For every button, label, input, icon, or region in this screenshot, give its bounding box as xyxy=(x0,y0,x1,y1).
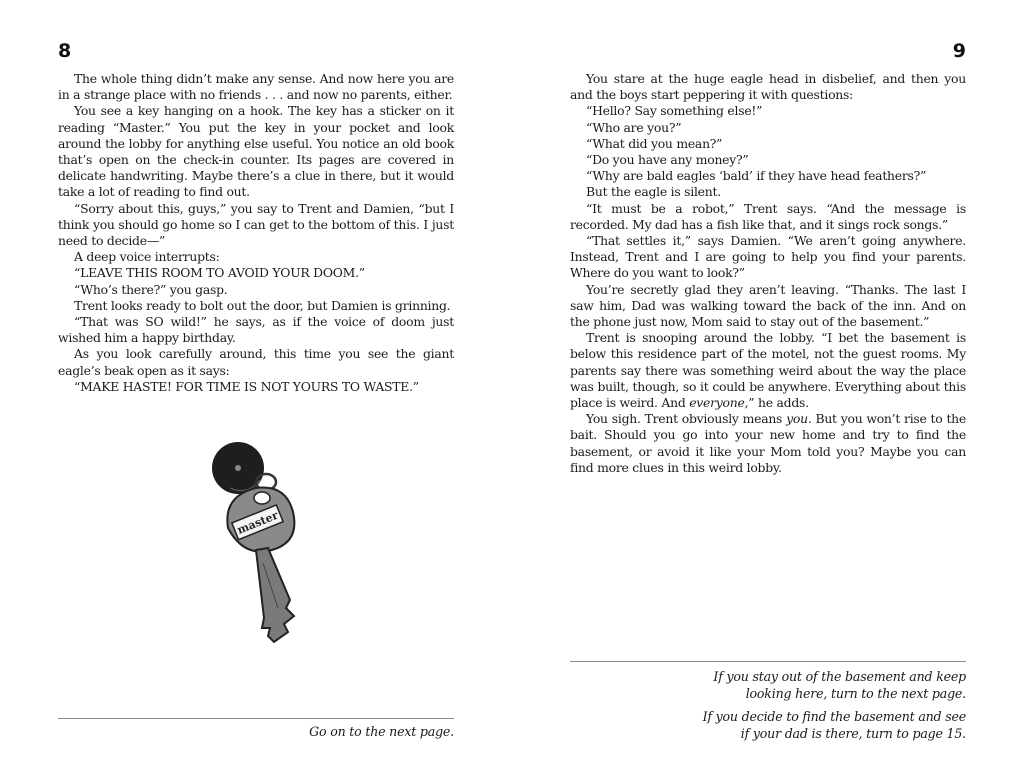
paragraph: “Who are you?” xyxy=(586,119,682,135)
right-page xyxy=(570,0,966,768)
master-key-icon xyxy=(208,438,318,648)
key-sticker-label: master xyxy=(235,508,280,537)
key-body-icon xyxy=(227,474,294,642)
paragraph-text: Trent is snooping around the lobby. “I bet the basement is below this residence part of the motel, not the guest rooms. My parents say there was something weird about the way the place was built, though, so it could be anywhere. Everything about this place is weird. And xyxy=(570,330,966,411)
choice-line: If you decide to find the basement and see xyxy=(702,709,966,724)
choice-line: looking here, turn to the next page. xyxy=(745,685,966,701)
go-to-next-page-note: Go on to the next page. xyxy=(309,724,454,739)
page-number: 9 xyxy=(952,40,966,62)
paragraph: Trent looks ready to bolt out the door, but Damien is grinning. xyxy=(74,297,451,313)
paragraph: A deep voice interrupts: xyxy=(74,249,220,265)
paragraph: You see a key hanging on a hook. The key has a sticker on it reading “Master.” You put the key in your pocket and look around the lobby for anything else useful. You notice an old book that’s open on the check-in counter. Its pages are covered in delicate handwriting. Maybe there’s a clue in there, but it would take a lot of reading to find out. xyxy=(58,103,454,200)
paragraph: “Why are bald eagles ‘bald’ if they have head feathers?” xyxy=(586,168,927,184)
paragraph: “That was SO wild!” he says, as if the voice of doom just wished him a happy birthday. xyxy=(58,314,454,346)
paragraph: You’re secretly glad they aren’t leaving. “Thanks. The last I saw him, Dad was walking toward the back of the inn. And on the phone just now, Mom said to stay out of the basement.” xyxy=(570,281,966,330)
paragraph-text: . But you won’t rise to the bait. Should you go into your new home and try to find the basement, or avoid it like your Mom told you? Maybe you can find more clues in this weird lobby. xyxy=(570,411,966,475)
choice-line: if your dad is there, turn to page 15. xyxy=(740,725,966,741)
body-text xyxy=(58,71,454,395)
paragraph: “What did you mean?” xyxy=(586,135,723,151)
paragraph xyxy=(570,330,966,411)
paragraph: “That settles it,” says Damien. “We aren’t going anywhere. Instead, Trent and I are going to help you find your parents. Where do you want to look?” xyxy=(570,233,966,281)
paragraph: “LEAVE THIS ROOM TO AVOID YOUR DOOM.” xyxy=(74,265,365,281)
paragraph: “Do you have any money?” xyxy=(586,152,749,168)
paragraph-text: You sigh. Trent obviously means xyxy=(586,411,787,427)
paragraph: “It must be a robot,” Trent says. “And the message is recorded. My dad has a fish like that, and it sings rock songs.” xyxy=(570,200,966,232)
emphasis-text: everyone xyxy=(689,395,745,411)
left-page xyxy=(58,0,454,768)
paragraph xyxy=(570,411,966,476)
paragraph: The whole thing didn’t make any sense. And now here you are in a strange place with no friends . . . and now no parents, either. xyxy=(58,71,454,103)
emphasis-text: you xyxy=(786,411,808,427)
choice-line: If you stay out of the basement and keep xyxy=(713,669,966,684)
paragraph: “Sorry about this, guys,” you say to Trent and Damien, “but I think you should go home so I can get to the bottom of this. I just need to decide—” xyxy=(58,200,454,249)
footer-divider xyxy=(58,718,454,719)
choice-find-basement xyxy=(570,709,966,742)
footer-divider xyxy=(570,661,966,662)
paragraph: But the eagle is silent. xyxy=(586,184,721,200)
paragraph: You stare at the huge eagle head in disbelief, and then you and the boys start peppering it with questions: xyxy=(570,71,966,103)
paragraph: As you look carefully around, this time you see the giant eagle’s beak open as it says: xyxy=(58,346,454,378)
paragraph: “MAKE HASTE! FOR TIME IS NOT YOURS TO WASTE.” xyxy=(74,378,419,394)
paragraph: “Who’s there?” you gasp. xyxy=(74,281,228,297)
paragraph-text: ,” he adds. xyxy=(744,395,809,411)
paragraph: “Hello? Say something else!” xyxy=(586,103,763,119)
choice-stay-out-of-basement xyxy=(570,669,966,702)
body-text xyxy=(570,71,966,476)
page-number: 8 xyxy=(58,40,72,62)
